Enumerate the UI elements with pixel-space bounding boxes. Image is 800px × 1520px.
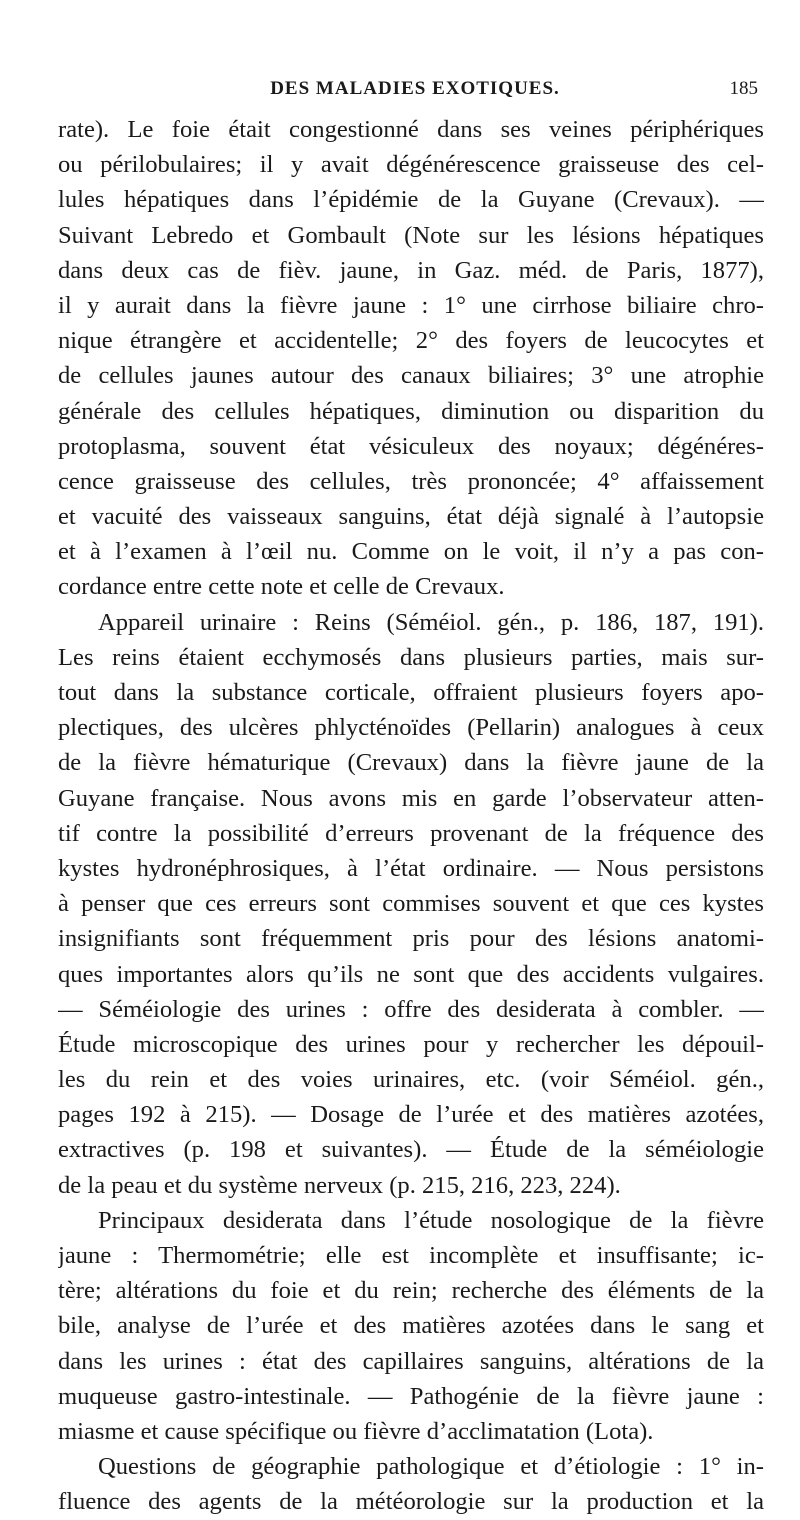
text-line: nique étrangère et accidentelle; 2° des foyers de leucocytes et — [58, 327, 764, 355]
text-line: muqueuse gastro-intestinale. — Pathogénie de la fièvre jaune : — [58, 1382, 764, 1410]
text-line: les du rein et des voies urinaires, etc. (voir Séméiol. gén., — [58, 1066, 764, 1094]
text-line: à penser que ces erreurs sont commises souvent et que ces kystes — [58, 890, 764, 918]
text-line: tout dans la substance corticale, offraient plusieurs foyers apo- — [58, 679, 764, 706]
text-line: Guyane française. Nous avons mis en garde l’observateur atten- — [58, 784, 764, 812]
text-line: Les reins étaient ecchymosés dans plusieurs parties, mais sur- — [58, 643, 764, 671]
text-line: et vacuité des vaisseaux sanguins, état déjà signalé à l’autopsie — [58, 503, 764, 531]
text-line: cordance entre cette note et celle de Crevaux. — [58, 573, 505, 601]
text-line: miasme et cause spécifique ou fièvre d’acclimatation (Lota). — [58, 1417, 654, 1445]
text-line: lules hépatiques dans l’épidémie de la Guyane (Crevaux). — — [58, 186, 764, 214]
text-line: kystes hydronéphrosiques, à l’état ordinaire. — Nous persistons — [58, 854, 764, 882]
text-line: jaune : Thermométrie; elle est incomplète et insuffisante; ic- — [58, 1242, 764, 1269]
text-line: cence graisseuse des cellules, très prononcée; 4° affaissement — [58, 467, 764, 495]
text-line: dans deux cas de fièv. jaune, in Gaz. méd. de Paris, 1877), — [58, 256, 764, 284]
text-line: de cellules jaunes autour des canaux biliaires; 3° une atrophie — [58, 362, 764, 390]
text-line: Étude microscopique des urines pour y rechercher les dépouil- — [58, 1030, 764, 1058]
text-line: il y aurait dans la fièvre jaune : 1° une cirrhose biliaire chro- — [58, 291, 764, 319]
text-line: de la fièvre hématurique (Crevaux) dans la fièvre jaune de la — [58, 749, 764, 777]
text-line: protoplasma, souvent état vésiculeux des noyaux; dégénéres- — [58, 432, 764, 460]
text-line: générale des cellules hépatiques, diminution ou disparition du — [58, 397, 764, 425]
text-line: tère; altérations du foie et du rein; recherche des éléments de la — [58, 1277, 764, 1305]
text-line: Questions de géographie pathologique et d’étiologie : 1° in- — [98, 1453, 764, 1481]
body-text — [58, 112, 764, 1520]
text-line: — Séméiologie des urines : offre des desiderata à combler. — — [58, 995, 764, 1023]
text-line: tif contre la possibilité d’erreurs provenant de la fréquence des — [58, 819, 764, 847]
text-line: Principaux desiderata dans l’étude nosologique de la fièvre — [98, 1206, 764, 1234]
text-line: pages 192 à 215). — Dosage de l’urée et des matières azotées, — [58, 1101, 764, 1129]
text-line: plectiques, des ulcères phlycténoïdes (Pellarin) analogues à ceux — [58, 714, 764, 742]
text-line: insignifiants sont fréquemment pris pour des lésions anatomi- — [58, 925, 764, 953]
running-head — [60, 78, 770, 108]
text-line: et à l’examen à l’œil nu. Comme on le voit, il n’y a pas con- — [58, 538, 764, 566]
text-line: de la peau et du système nerveux (p. 215, 216, 223, 224). — [58, 1171, 621, 1199]
page-number: 185 — [729, 78, 758, 99]
text-line: extractives (p. 198 et suivantes). — Étude de la séméiologie — [58, 1136, 764, 1164]
text-line: rate). Le foie était congestionné dans ses veines périphériques — [58, 116, 764, 143]
text-line: ques importantes alors qu’ils ne sont que des accidents vulgaires. — [58, 960, 764, 988]
text-line: fluence des agents de la météorologie sur la production et la — [58, 1488, 764, 1516]
text-line: Suivant Lebredo et Gombault (Note sur les lésions hépatiques — [58, 221, 764, 249]
text-line: Appareil urinaire : Reins (Séméiol. gén., p. 186, 187, 191). — [98, 608, 764, 636]
running-title: DES MALADIES EXOTIQUES. — [270, 78, 560, 99]
text-line: bile, analyse de l’urée et des matières azotées dans le sang et — [58, 1312, 764, 1340]
text-line: ou périlobulaires; il y avait dégénérescence graisseuse des cel- — [58, 151, 764, 179]
text-line: dans les urines : état des capillaires sanguins, altérations de la — [58, 1347, 764, 1375]
